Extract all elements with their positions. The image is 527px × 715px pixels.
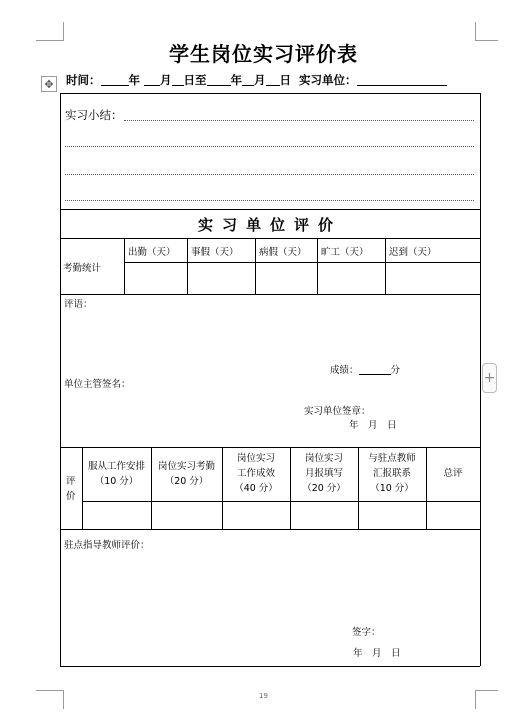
table-left-border [60, 93, 61, 666]
scoring-col-effect-line2: 工作成效 [236, 468, 275, 479]
scoring-col-obey [82, 459, 151, 489]
month-label-2: 月 [254, 73, 266, 87]
attendance-col-personal-leave: 事假（天） [191, 247, 239, 258]
page-title: 学生岗位实习评价表 [169, 42, 358, 66]
scoring-col-total-line1: 总评 [443, 468, 463, 479]
unit-date: 年 月 日 [349, 420, 397, 431]
table-right-border [480, 93, 481, 666]
table-top-border [60, 93, 480, 94]
unit-blank[interactable] [357, 73, 447, 86]
start-day-blank[interactable] [172, 73, 184, 86]
attendance-col-divider-3 [255, 238, 256, 294]
unit-seal-label: 实习单位签章： [304, 406, 371, 417]
teacher-sign-label: 签字： [352, 627, 381, 638]
score-label: 成绩： [330, 365, 359, 376]
scoring-col-report-line3: （20 分） [302, 483, 346, 494]
score-unit: 分 [390, 365, 401, 376]
attendance-col-late: 迟到（天） [389, 247, 437, 258]
scoring-col-contact-line2: 汇报联系 [372, 468, 411, 479]
scoring-col-obey-line1: 服从工作安排 [87, 461, 145, 472]
scoring-col-effect [222, 451, 290, 496]
year-label-2: 年 [230, 73, 243, 87]
scoring-col-divider-5 [426, 447, 427, 529]
scoring-col-report-line1: 岗位实习 [304, 453, 343, 464]
scoring-col-report-line2: 月报填写 [304, 468, 343, 479]
date-unit-header [66, 72, 447, 88]
scoring-col-effect-line3: （40 分） [234, 483, 278, 494]
end-month-blank[interactable] [242, 73, 254, 86]
plus-icon[interactable]: + [482, 363, 497, 393]
end-year-blank[interactable] [207, 73, 231, 86]
attendance-col-divider-5 [385, 238, 386, 294]
scoring-header-divider [82, 501, 480, 502]
table-bottom-border [60, 666, 480, 667]
end-day-blank[interactable] [266, 73, 280, 86]
scoring-bottom-border [60, 529, 480, 530]
scoring-col-effect-line1: 岗位实习 [236, 453, 275, 464]
scoring-col-contact [358, 451, 426, 496]
summary-line-4[interactable] [65, 200, 474, 201]
start-month-blank[interactable] [144, 73, 160, 86]
summary-label: 实习小结： [65, 108, 123, 122]
day-to-label: 日至 [183, 73, 207, 87]
attendance-col-absent: 旷工（天） [321, 247, 369, 258]
attendance-col-sick-leave: 病假（天） [259, 247, 307, 258]
score-field [330, 362, 400, 376]
attendance-label: 考勤统计 [63, 263, 102, 274]
time-label: 时间： [66, 73, 101, 87]
unit-label: 实习单位： [299, 73, 357, 87]
attendance-col-divider-2 [187, 238, 188, 294]
teacher-date: 年 月 日 [353, 648, 401, 659]
summary-line-1[interactable] [124, 120, 474, 121]
attendance-col-divider-1 [124, 238, 125, 294]
scoring-side-label-1: 评 [66, 476, 76, 487]
section-title-bottom-border [60, 238, 480, 239]
summary-line-3[interactable] [65, 174, 474, 175]
scoring-col-contact-line1: 与驻点教师 [368, 453, 416, 464]
supervisor-sign-label: 单位主管签名： [64, 379, 131, 390]
scoring-col-report [290, 451, 358, 496]
score-blank[interactable] [359, 364, 391, 375]
scoring-col-attendance-line1: 岗位实习考勤 [157, 461, 215, 472]
scoring-side-label-2: 价 [66, 491, 76, 502]
page-number: 19 [259, 692, 268, 700]
start-year-blank[interactable] [101, 73, 129, 86]
unit-eval-section-title: 实习单位评价 [197, 216, 342, 234]
comment-label: 评语： [64, 299, 93, 310]
scoring-col-obey-line2: （10 分） [94, 476, 139, 487]
teacher-eval-label: 驻点指导教师评价： [64, 540, 150, 551]
scoring-col-attendance-line2: （20 分） [164, 476, 209, 487]
scoring-col-attendance [151, 459, 222, 489]
attendance-col-present: 出勤（天） [128, 247, 176, 258]
month-label: 月 [160, 73, 172, 87]
move-handle-icon[interactable]: ✥ [41, 76, 57, 92]
scoring-col-contact-line3: （10 分） [370, 483, 414, 494]
summary-bottom-border [60, 209, 480, 210]
year-label: 年 [128, 73, 140, 87]
comment-bottom-border [60, 447, 480, 448]
day-label-2: 日 [279, 73, 292, 87]
summary-line-2[interactable] [65, 146, 474, 147]
attendance-bottom-border [60, 294, 480, 295]
attendance-header-divider [124, 262, 480, 263]
scoring-col-total [426, 466, 480, 481]
attendance-col-divider-4 [317, 238, 318, 294]
